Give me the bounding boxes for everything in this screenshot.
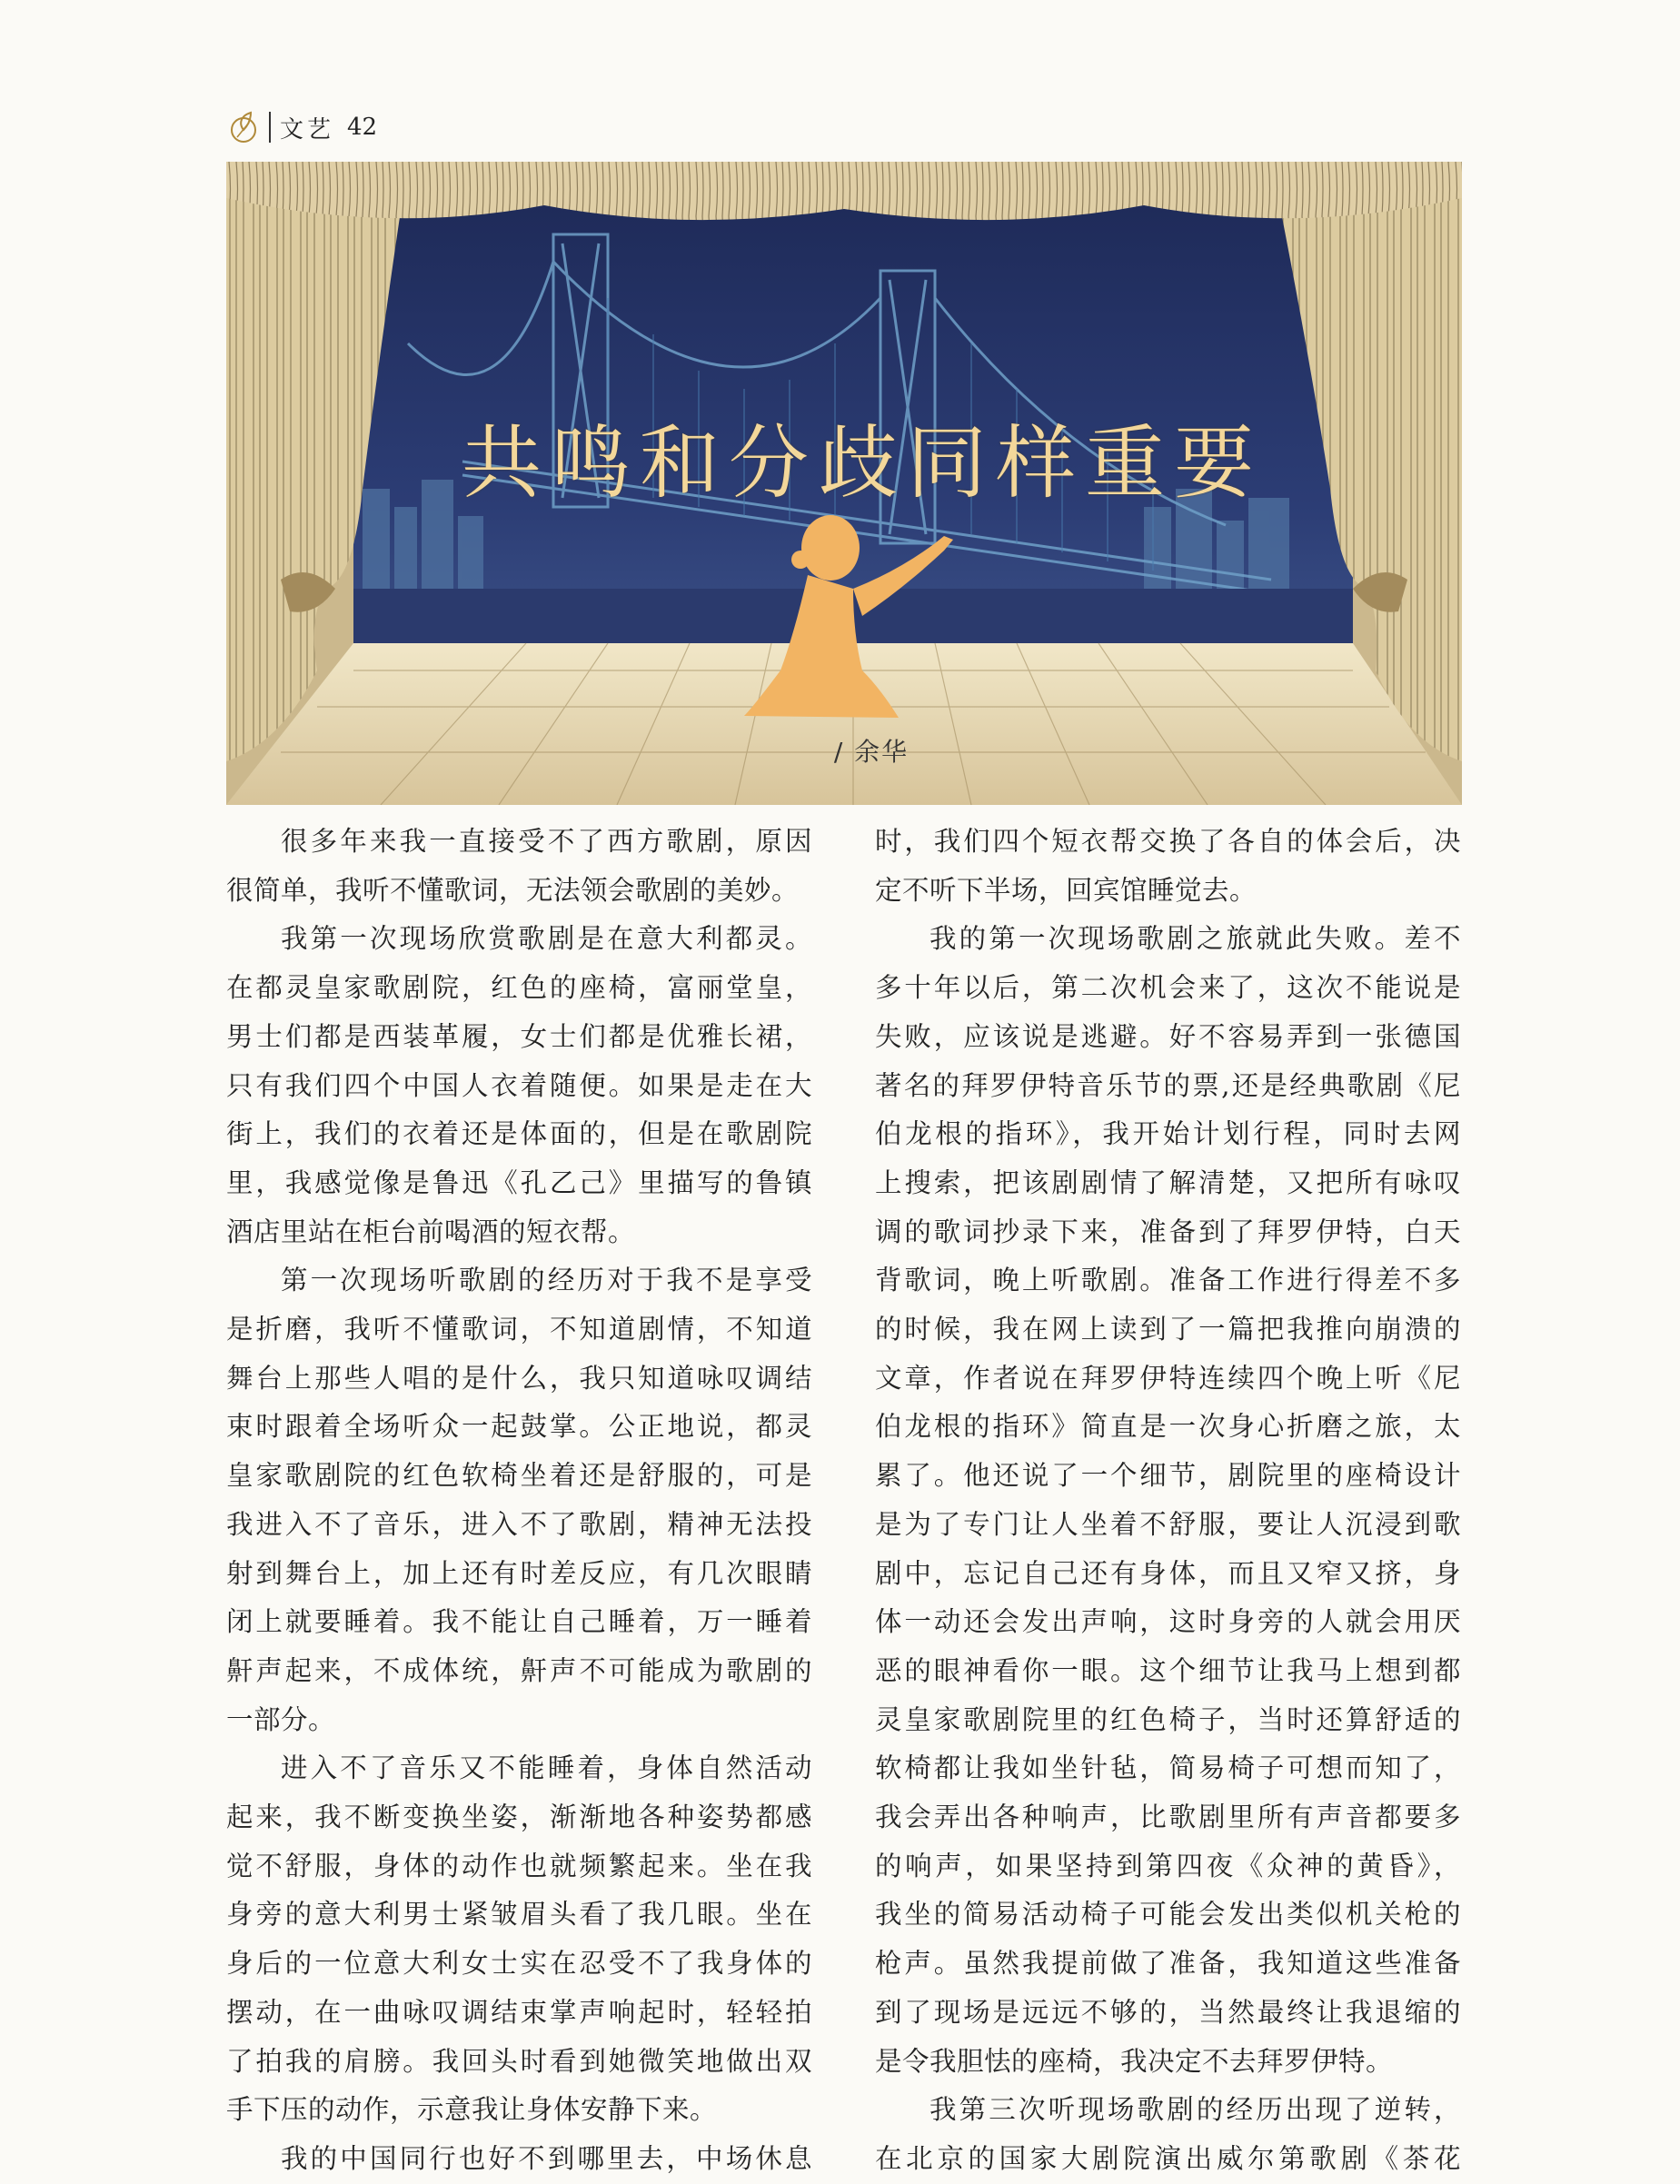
text-line: 调的歌词抄录下来，准备到了拜罗伊特，白天	[875, 1216, 1461, 1247]
text-line: 剧中，忘记自己还有身体，而且又窄又挤，身	[875, 1557, 1461, 1589]
text-line: 伯龙根的指环》，我开始计划行程，同时去网	[875, 1118, 1461, 1150]
text-line: 只有我们四个中国人衣着随便。如果是走在大	[226, 1069, 812, 1101]
text-line: 很多年来我一直接受不了西方歌剧，原因	[281, 826, 812, 857]
section-label: 文艺	[280, 115, 335, 144]
text-line: 我第一次现场欣赏歌剧是在意大利都灵。	[281, 923, 812, 955]
page-header	[229, 107, 377, 147]
text-line: 多十年以后，第二次机会来了，这次不能说是	[875, 972, 1461, 1004]
text-line: 枪声。虽然我提前做了准备，我知道这些准备	[875, 1948, 1461, 1980]
text-line: 我会弄出各种响声，比歌剧里所有声音都要多	[875, 1802, 1461, 1833]
text-line: 是折磨，我听不懂歌词，不知道剧情，不知道	[226, 1314, 812, 1345]
text-line: 的时候，我在网上读到了一篇把我推向崩溃的	[875, 1314, 1461, 1345]
text-line: 软椅都让我如坐针毡，简易椅子可想而知了，	[875, 1752, 1461, 1784]
text-line: 手下压的动作，示意我让身体安静下来。	[226, 2094, 718, 2126]
text-line: 到了现场是远远不够的，当然最终让我退缩的	[875, 1996, 1461, 2028]
text-line: 了拍我的肩膀。我回头时看到她微笑地做出双	[226, 2045, 812, 2077]
text-line: 束时跟着全场听众一起鼓掌。公正地说，都灵	[226, 1411, 812, 1443]
text-line: 累了。他还说了一个细节，剧院里的座椅设计	[875, 1460, 1461, 1492]
text-line: 上搜索，把该剧剧情了解清楚，又把所有咏叹	[875, 1166, 1461, 1198]
text-line: 我的第一次现场歌剧之旅就此失败。差不	[929, 923, 1461, 955]
article-column-left	[226, 818, 812, 2184]
hero-illustration	[226, 162, 1462, 805]
text-line: 身旁的意大利男士紧皱眉头看了我几眼。坐在	[226, 1899, 812, 1931]
text-line: 失败，应该说是逃避。好不容易弄到一张德国	[875, 1020, 1461, 1052]
text-line: 在都灵皇家歌剧院，红色的座椅，富丽堂皇，	[226, 972, 812, 1004]
text-line: 酒店里站在柜台前喝酒的短衣帮。	[226, 1216, 636, 1247]
leaf-circle-icon	[229, 110, 260, 144]
text-line: 男士们都是西装革履，女士们都是优雅长裙，	[226, 1020, 812, 1052]
text-line: 街上，我们的衣着还是体面的，但是在歌剧院	[226, 1118, 812, 1150]
text-line: 身后的一位意大利女士实在忍受不了我身体的	[226, 1948, 812, 1980]
text-line: 起来，我不断变换坐姿，渐渐地各种姿势都感	[226, 1802, 812, 1833]
text-line: 我第三次听现场歌剧的经历出现了逆转，	[929, 2094, 1461, 2126]
text-line: 里，我感觉像是鲁迅《孔乙己》里描写的鲁镇	[226, 1166, 812, 1198]
text-line: 伯龙根的指环》简直是一次身心折磨之旅，太	[875, 1411, 1461, 1443]
text-line: 是为了专门让人坐着不舒服，要让人沉浸到歌	[875, 1508, 1461, 1540]
article-column-right	[875, 818, 1461, 2184]
header-divider	[269, 112, 271, 143]
text-line: 皇家歌剧院的红色软椅坐着还是舒服的，可是	[226, 1460, 812, 1492]
text-line: 恶的眼神看你一眼。这个细节让我马上想到都	[875, 1654, 1461, 1686]
text-line: 的响声，如果坚持到第四夜《众神的黄昏》，	[875, 1850, 1461, 1881]
text-line: 我坐的简易活动椅子可能会发出类似机关枪的	[875, 1899, 1461, 1931]
text-line: 摆动，在一曲咏叹调结束掌声响起时，轻轻拍	[226, 1996, 812, 2028]
text-line: 背歌词，晚上听歌剧。准备工作进行得差不多	[875, 1265, 1461, 1296]
text-line: 觉不舒服，身体的动作也就频繁起来。坐在我	[226, 1850, 812, 1881]
text-line: 文章，作者说在拜罗伊特连续四个晚上听《尼	[875, 1362, 1461, 1394]
text-line: 我进入不了音乐，进入不了歌剧，精神无法投	[226, 1508, 812, 1540]
text-line: 我的中国同行也好不到哪里去，中场休息	[281, 2142, 812, 2174]
text-line: 著名的拜罗伊特音乐节的票,还是经典歌剧《尼	[875, 1069, 1461, 1101]
text-line: 体一动还会发出声响，这时身旁的人就会用厌	[875, 1606, 1461, 1638]
text-line: 舞台上那些人唱的是什么，我只知道咏叹调结	[226, 1362, 812, 1394]
text-line: 灵皇家歌剧院里的红色椅子，当时还算舒适的	[875, 1703, 1461, 1735]
article-title: 共鸣和分歧同样重要	[461, 416, 1263, 510]
author-byline: / 余华	[833, 737, 910, 767]
text-line: 是令我胆怯的座椅，我决定不去拜罗伊特。	[875, 2045, 1394, 2077]
page-number: 42	[347, 114, 378, 141]
text-line: 很简单，我听不懂歌词，无法领会歌剧的美妙。	[226, 874, 800, 906]
text-line: 时，我们四个短衣帮交换了各自的体会后，决	[875, 826, 1461, 857]
text-line: 第一次现场听歌剧的经历对于我不是享受	[281, 1265, 812, 1296]
text-line: 闭上就要睡着。我不能让自己睡着，万一睡着	[226, 1606, 812, 1638]
text-line: 鼾声起来，不成体统，鼾声不可能成为歌剧的	[226, 1654, 812, 1686]
text-line: 一部分。	[226, 1703, 336, 1735]
text-line: 定不听下半场，回宾馆睡觉去。	[875, 874, 1258, 906]
text-line: 进入不了音乐又不能睡着，身体自然活动	[281, 1752, 812, 1784]
text-line: 在北京的国家大剧院演出威尔第歌剧《茶花	[875, 2142, 1461, 2174]
text-line: 射到舞台上，加上还有时差反应，有几次眼睛	[226, 1557, 812, 1589]
